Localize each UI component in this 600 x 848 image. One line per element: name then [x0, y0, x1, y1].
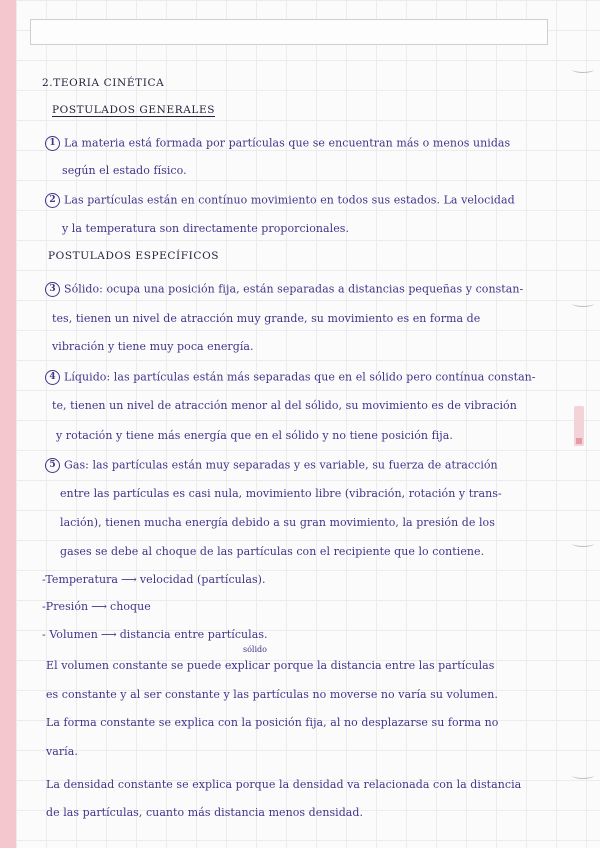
binder-hole	[572, 66, 594, 73]
specific-item-liquido-line3: y rotación y tiene más energía que en el sólido y no tiene posición fija.	[56, 429, 453, 442]
general-item-2-cont: y la temperatura son directamente proporcionales.	[62, 222, 350, 235]
paragraph-line: varía.	[46, 745, 78, 758]
page-title: 2.TEORIA CINÉTICA	[42, 77, 165, 89]
arrow-right-icon: ⟶	[121, 573, 137, 586]
specific-item-solido-line3: vibración y tiene muy poca energía.	[52, 340, 254, 353]
general-heading: POSTULADOS GENERALES	[52, 104, 216, 116]
specific-item-gas: 5 Gas: las partículas están muy separadas y es variable, su fuerza de atracción	[45, 458, 498, 473]
paragraph-line: El volumen constante se puede explicar porque la distancia entre las partículas	[46, 659, 495, 672]
general-item-2: 2 Las partículas están en contínuo movimiento en todos sus estados. La velocidad	[45, 193, 515, 208]
specific-heading: POSTULADOS ESPECÍFICOS	[48, 250, 220, 262]
binder-hole	[572, 300, 594, 307]
specific-item-liquido: 4 Líquido: las partículas están más separadas que en el sólido pero contínua constan-	[45, 370, 536, 385]
arrow-right-icon: ⟶	[100, 628, 117, 641]
relation-volumen: - Volumen ⟶ distancia entre partículas.	[42, 628, 268, 641]
binder-hole	[572, 772, 594, 779]
specific-item-gas-line2: entre las partículas es casi nula, movimiento libre (vibración, rotación y trans-	[60, 487, 502, 500]
paragraph-line: La densidad constante se explica porque la densidad va relacionada con la distancia	[46, 778, 522, 791]
note-solido: sólido	[243, 645, 267, 654]
page-tab	[574, 406, 584, 446]
paragraph-line: es constante y al ser constante y las partículas no moverse no varía su volumen.	[46, 688, 498, 701]
paragraph-line: La forma constante se explica con la posición fija, al no desplazarse su forma no	[46, 716, 499, 729]
general-item-1: 1 La materia está formada por partículas que se encuentran más o menos unidas	[45, 136, 510, 151]
specific-item-gas-line4: gases se debe al choque de las partículas con el recipiente que lo contiene.	[60, 545, 485, 558]
specific-item-solido-line2: tes, tienen un nivel de atracción muy grande, su movimiento es en forma de	[52, 312, 481, 325]
paragraph-line: de las partículas, cuanto más distancia menos densidad.	[46, 806, 364, 819]
tab-mark	[576, 438, 582, 444]
specific-item-liquido-line2: te, tienen un nivel de atracción menor al del sólido, su movimiento es de vibración	[52, 399, 517, 412]
specific-item-solido: 3 Sólido: ocupa una posición fija, están separadas a distancias pequeñas y constan-	[45, 282, 523, 297]
header-box	[30, 19, 548, 45]
arrow-right-icon: ⟶	[91, 600, 107, 613]
binder-margin-strip	[0, 0, 16, 848]
binder-hole	[572, 540, 594, 547]
relation-presion: -Presión ⟶ choque	[42, 600, 151, 613]
general-item-1-cont: según el estado físico.	[62, 164, 187, 177]
specific-item-gas-line3: lación), tienen mucha energía debido a su gran movimiento, la presión de los	[60, 516, 495, 529]
relation-temperatura: -Temperatura ⟶ velocidad (partículas).	[42, 573, 266, 586]
